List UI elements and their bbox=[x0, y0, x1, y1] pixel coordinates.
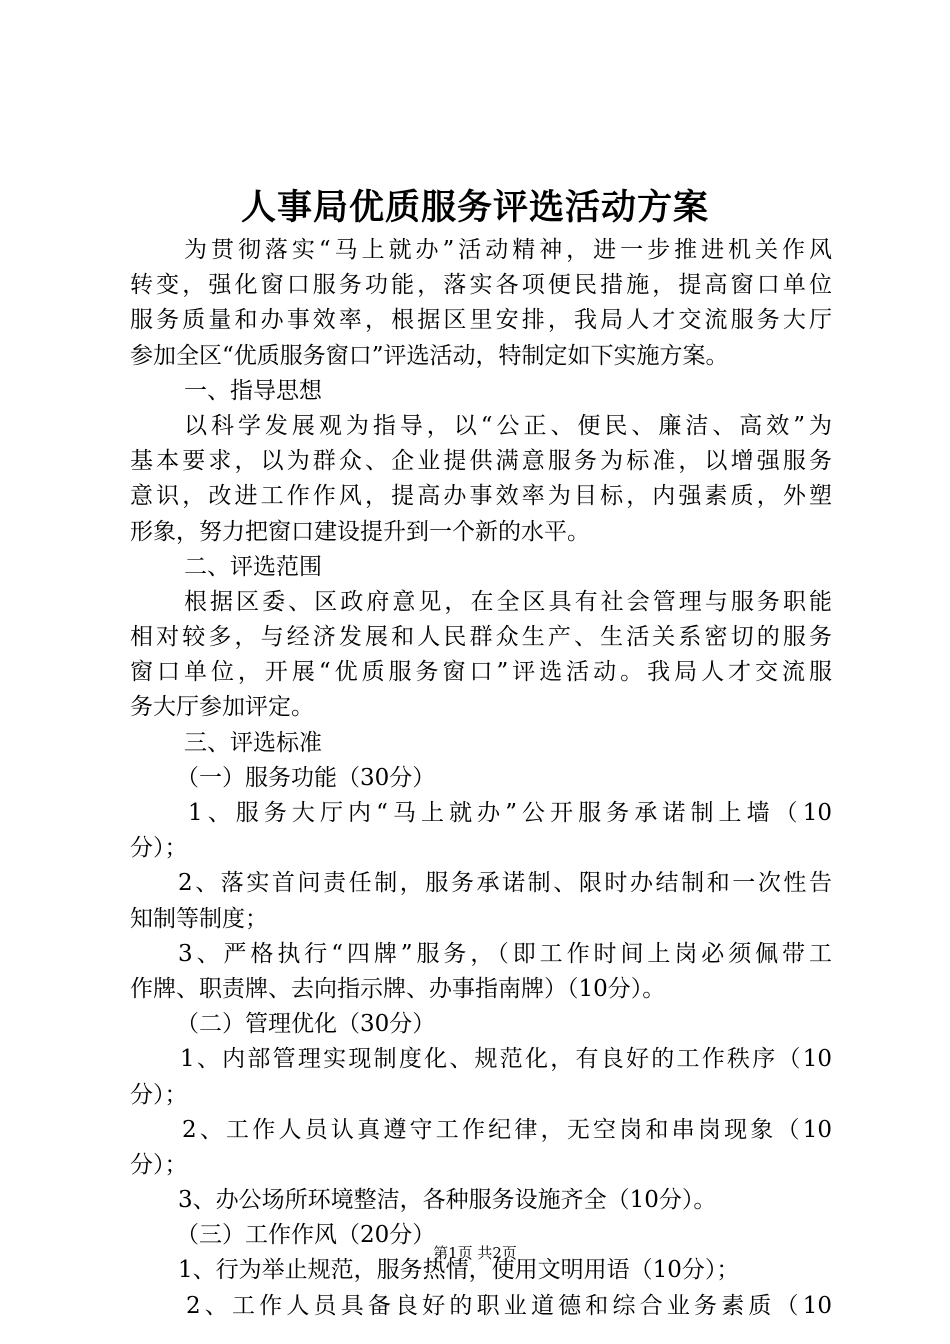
text-line: 二、评选范围 bbox=[184, 553, 322, 580]
text-line: 服务质量和办事效率，根据区里安排，我局人才交流服务大厅 bbox=[130, 307, 832, 334]
text-line: 2、工作人员具备良好的职业道德和综合业务素质（10 bbox=[186, 1292, 832, 1319]
text-line: （二）管理优化（30分） bbox=[176, 1011, 436, 1038]
text-line: 转变，强化窗口服务功能，落实各项便民措施，提高窗口单位 bbox=[130, 272, 832, 299]
text-line: 务大厅参加评定。 bbox=[130, 694, 314, 721]
text-line: 分）； bbox=[130, 1081, 188, 1108]
text-line: 参加全区“优质服务窗口”评选活动，特制定如下实施方案。 bbox=[130, 342, 729, 369]
text-line: 三、评选标准 bbox=[184, 729, 322, 756]
document-title: 人事局优质服务评选活动方案 bbox=[240, 187, 709, 228]
text-line: 以科学发展观为指导，以“公正、便民、廉洁、高效”为 bbox=[184, 412, 832, 439]
text-line: 1、服务大厅内“马上就办”公开服务承诺制上墙（10 bbox=[188, 800, 832, 826]
text-line: 2、落实首问责任制，服务承诺制、限时办结制和一次性告 bbox=[178, 870, 832, 897]
text-line: （一）服务功能（30分） bbox=[176, 764, 436, 791]
text-line: 分）； bbox=[130, 1151, 188, 1178]
text-line: 基本要求，以为群众、企业提供满意服务为标准，以增强服务 bbox=[130, 448, 832, 475]
text-line: 3、办公场所环境整洁，各种服务设施齐全（10分）。 bbox=[178, 1187, 717, 1214]
page-footer: 第1页 共2页 bbox=[433, 1244, 517, 1262]
text-line: 分）； bbox=[130, 835, 188, 862]
text-line: 根据区委、区政府意见，在全区具有社会管理与服务职能 bbox=[184, 588, 832, 615]
text-line: 2、工作人员认真遵守工作纪律，无空岗和串岗现象（10 bbox=[182, 1116, 832, 1143]
text-line: 作牌、职责牌、去向指示牌、办事指南牌）（10分）。 bbox=[130, 975, 666, 1002]
text-line: 相对较多，与经济发展和人民群众生产、生活关系密切的服务 bbox=[130, 624, 832, 651]
document-body bbox=[130, 233, 832, 1324]
text-line: 1、内部管理实现制度化、规范化，有良好的工作秩序（10 bbox=[180, 1046, 832, 1073]
text-line: 知制等制度； bbox=[130, 905, 268, 932]
text-line: 3、严格执行“四牌”服务，（即工作时间上岗必须佩带工 bbox=[178, 940, 832, 967]
text-line: 一、指导思想 bbox=[184, 377, 322, 404]
text-line: （三）工作作风（20分） bbox=[176, 1222, 436, 1249]
text-line: 为贯彻落实“马上就办”活动精神，进一步推进机关作风 bbox=[184, 237, 832, 263]
text-line: 意识，改进工作作风，提高办事效率为目标，内强素质，外塑 bbox=[130, 483, 832, 510]
text-line: 形象，努力把窗口建设提升到一个新的水平。 bbox=[130, 518, 590, 545]
text-line: 1、行为举止规范，服务热情，使用文明用语（10分）； bbox=[178, 1257, 740, 1284]
text-line: 窗口单位，开展“优质服务窗口”评选活动。我局人才交流服 bbox=[130, 659, 832, 686]
